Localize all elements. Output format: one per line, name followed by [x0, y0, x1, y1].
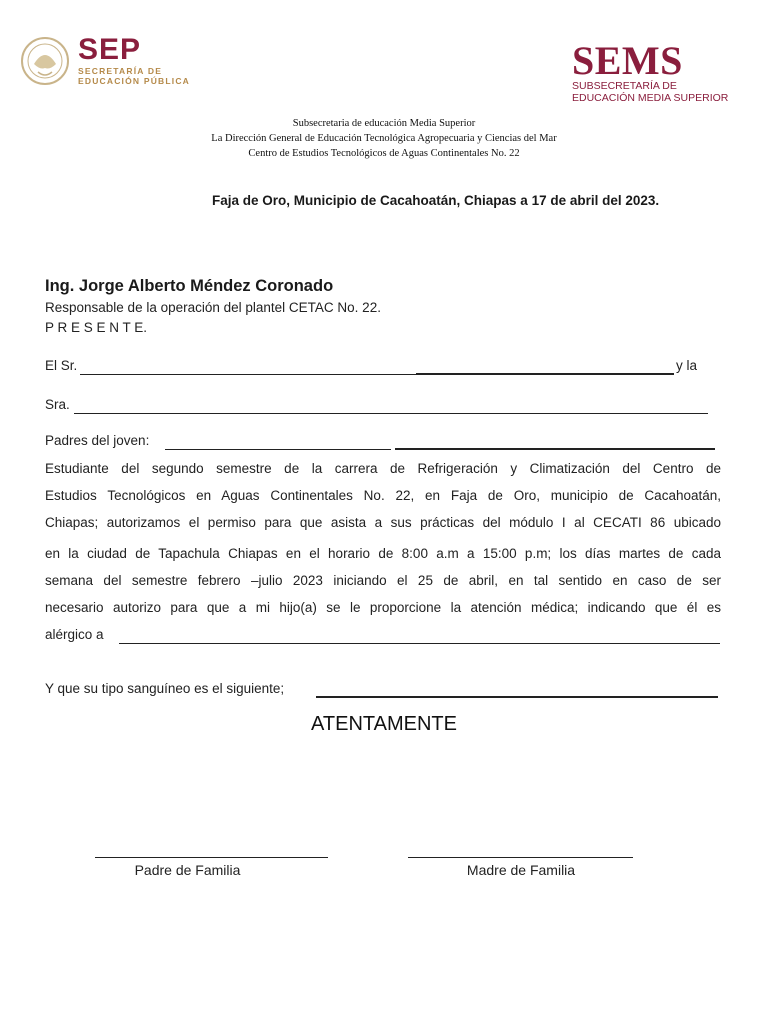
- padres-field[interactable]: [165, 449, 391, 450]
- sra-name-field[interactable]: [74, 413, 708, 414]
- sr-name-field[interactable]: [80, 374, 416, 375]
- body-line-6: necesario autorizo para que a mi hijo(a) se le proporcione la atención médica; indicando que él es: [45, 600, 721, 615]
- padres-label: Padres del joven:: [45, 433, 150, 448]
- sr-label: El Sr.: [45, 358, 78, 373]
- sangre-field[interactable]: [316, 696, 718, 698]
- padres-field-ext[interactable]: [395, 448, 715, 450]
- body-line-5: semana del semestre febrero –julio 2023 iniciando el 25 de abril, en tal sentido en caso de ser: [45, 573, 721, 588]
- alergico-field[interactable]: [119, 643, 720, 644]
- addressee-name: Ing. Jorge Alberto Méndez Coronado: [45, 277, 334, 295]
- body-line-1: Estudiante del segundo semestre de la carrera de Refrigeración y Climatización del Centro de: [45, 461, 721, 476]
- atentamente-heading: ATENTAMENTE: [311, 713, 457, 735]
- sep-subtitle-2: EDUCACIÓN PÚBLICA: [78, 76, 191, 86]
- addressee-role: Responsable de la operación del plantel CETAC No. 22.: [45, 300, 381, 315]
- date-line: Faja de Oro, Municipio de Cacahoatán, Chiapas a 17 de abril del 2023.: [212, 193, 660, 208]
- mother-signature-line[interactable]: [408, 857, 633, 858]
- sems-subtitle-2: EDUCACIÓN MEDIA SUPERIOR: [572, 92, 729, 104]
- sems-name: SEMS: [572, 38, 683, 83]
- header-line-1: Subsecretaria de educación Media Superior: [292, 118, 476, 129]
- sra-label: Sra.: [45, 397, 70, 412]
- sems-subtitle-1: SUBSECRETARÍA DE: [572, 80, 677, 92]
- alergico-label: alérgico a: [45, 627, 104, 642]
- father-signature-line[interactable]: [95, 857, 328, 858]
- sr-suffix: y la: [676, 358, 698, 373]
- sangre-label: Y que su tipo sanguíneo es el siguiente;: [45, 681, 285, 696]
- sep-name: SEP: [78, 33, 142, 66]
- body-line-4: en la ciudad de Tapachula Chiapas en el horario de 8:00 a.m a 15:00 p.m; los días martes de cada: [45, 546, 721, 561]
- body-line-3: Chiapas; autorizamos el permiso para que asista a sus prácticas del módulo I al CECATI 86 ubicado: [45, 515, 721, 530]
- sr-name-field-ext[interactable]: [416, 373, 674, 375]
- sep-subtitle-1: SECRETARÍA DE: [78, 66, 163, 76]
- header-line-3: Centro de Estudios Tecnológicos de Aguas Continentales No. 22: [248, 148, 520, 159]
- header-line-2: La Dirección General de Educación Tecnológica Agropecuaria y Ciencias del Mar: [211, 133, 557, 144]
- national-seal-icon: [20, 34, 70, 88]
- body-line-2: Estudios Tecnológicos en Aguas Continentales No. 22, en Faja de Oro, municipio de Cacahoatán,: [45, 488, 721, 503]
- father-signature-label: Padre de Familia: [134, 862, 241, 878]
- presente-text: P R E S E N T E.: [45, 320, 148, 335]
- sep-logo: [20, 34, 190, 94]
- mother-signature-label: Madre de Familia: [466, 862, 576, 878]
- sems-logo: [572, 38, 742, 106]
